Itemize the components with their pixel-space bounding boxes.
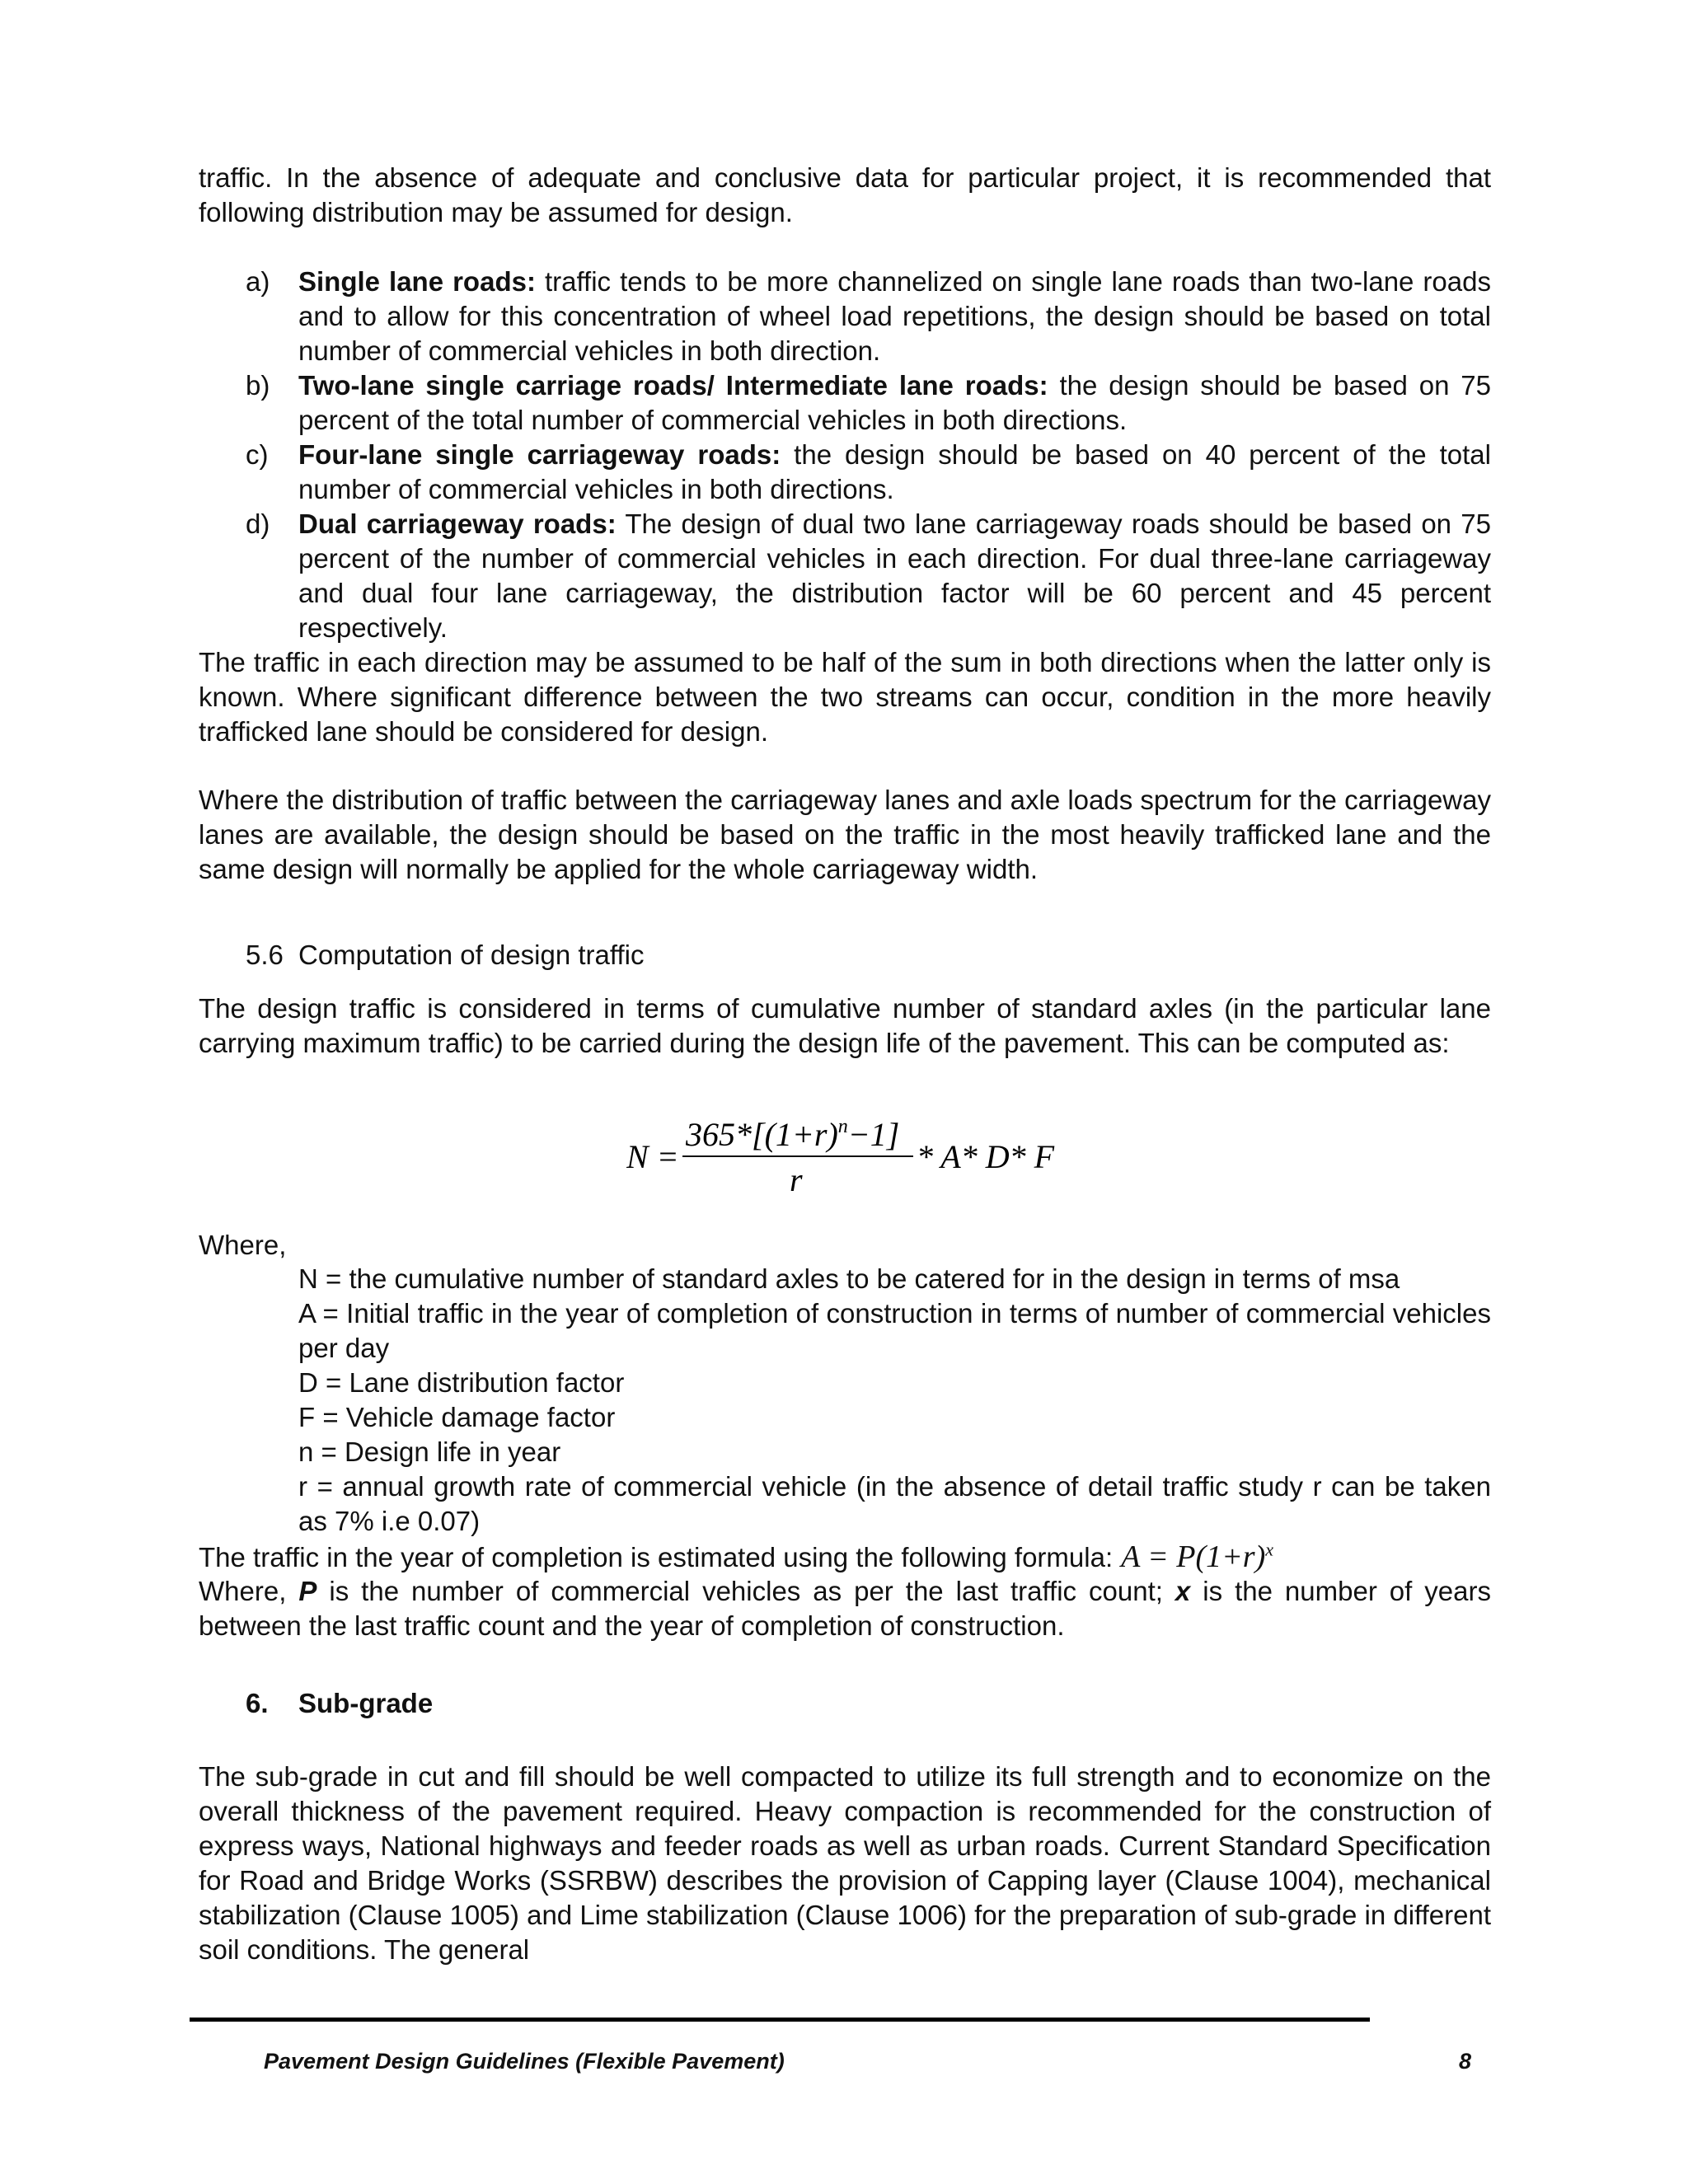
completion-formula-text: The traffic in the year of completion is estimated using the following formula: [199,1542,1114,1572]
definition-item: A = Initial traffic in the year of completion of construction in terms of number of commercial vehicles per day [298,1298,1491,1363]
list-marker: c) [246,439,269,470]
completion-formula: $A = P(1+r)^x$ [1121,1539,1273,1574]
section-title: Sub-grade [298,1688,434,1718]
definition-item: N = the cumulative number of standard axles to be catered for in the design in terms of msa [298,1263,1400,1294]
section-heading-6 [246,1686,433,1721]
list-item-text: the design should be based on 75 percent of the total number of commercial vehicles in both directions. [298,370,1492,435]
list-item [234,438,1491,507]
variable-x: x [1175,1576,1191,1606]
variable-definitions [298,1262,1491,1539]
intro-paragraph: traffic. In the absence of adequate and conclusive data for particular project, it is recommended that following distribution may be assumed for design. [199,162,1491,227]
list-item [234,265,1491,368]
distribution-list [234,265,1491,645]
design-traffic-paragraph: The design traffic is considered in terms of cumulative number of standard axles (in the particular lane carrying maximum traffic) to be carried during the design life of the pavement. This can be computed as: [199,993,1491,1058]
definition-item: r = annual growth rate of commercial vehicle (in the absence of detail traffic study r can be taken as 7% i.e 0.07) [298,1471,1491,1536]
equation-rhs: * A* D* F [917,1138,1055,1175]
variable-p: P [298,1576,317,1606]
list-item [234,368,1491,438]
list-item-text: the design should be based on 40 percent of the total number of commercial vehicles in both directions. [298,439,1491,504]
lanes-paragraph: Where the distribution of traffic between the carriageway lanes and axle loads spectrum for the carriageway lanes are available, the design should be based on the traffic in the most heavily trafficked lane and the same design will normally be applied for the whole carriageway width. [199,785,1491,884]
list-item [234,507,1491,645]
list-item-text: traffic tends to be more channelized on single lane roads than two-lane roads and to allow for this concentration of wheel load repetitions, the design should be based on total number of commercial vehicles in both direction. [298,266,1491,366]
each-direction-paragraph: The traffic in each direction may be assumed to be half of the sum in both directions when the latter only is known. Where significant difference between the two streams can occur, condition in the more heavily trafficked lane should be considered for design. [199,647,1491,747]
page-number: 8 [1459,2049,1472,2074]
list-item-title: Two-lane single carriage roads/ Intermediate lane roads: [298,370,1048,401]
definition-item: n = Design life in year [298,1436,561,1467]
definition-item: F = Vehicle damage factor [298,1402,616,1432]
list-item-text: The design of dual two lane carriageway roads should be based on 75 percent of the number of commercial vehicles in each direction. For dual three-lane carriageway and dual four lane carriageway, the distribution factor will be 60 percent and 45 percent respectively. [298,509,1491,643]
equation-denominator: r [790,1161,803,1198]
subgrade-paragraph: The sub-grade in cut and fill should be well compacted to utilize its full strength and to economize on the overall thickness of the pavement required. Heavy compaction is recommended for the construction of express ways, National highways and feeder roads as well as urban roads. Current Standard Specification for Road and Bridge Works (SSRBW) describes the provision of Capping layer (Clause 1004), mechanical stabilization (Clause 1005) and Lime stabilization (Clause 1006) for the preparation of sub-grade in different soil conditions. The general [199,1761,1491,1965]
footer-rule [190,2018,1370,2022]
where-label: Where, [199,1230,287,1260]
equation-lhs: N = [626,1138,679,1175]
list-item-title: Dual carriageway roads: [298,509,617,539]
list-item-title: Single lane roads: [298,266,536,297]
completion-formula-line [199,1540,1491,1575]
footer-title: Pavement Design Guidelines (Flexible Pavement) [264,2049,785,2074]
section-number: 5.6 [246,940,284,970]
equation-numerator: $365*[(1+r)^n-1]$ [686,1116,900,1153]
design-traffic-equation [626,1108,1088,1199]
list-marker: b) [246,370,270,401]
list-item-title: Four-lane single carriageway roads: [298,439,781,470]
definition-item: D = Lane distribution factor [298,1367,625,1398]
section-heading-5-6 [246,938,644,972]
section-title: Computation of design traffic [298,940,645,970]
section-number: 6. [246,1688,269,1718]
list-marker: a) [246,266,270,297]
list-marker: d) [246,509,270,539]
where-p-x-paragraph: Where, P is the number of commercial vehicles as per the last traffic count; x is the number of years between the last traffic count and the year of completion of construction. [199,1576,1491,1641]
